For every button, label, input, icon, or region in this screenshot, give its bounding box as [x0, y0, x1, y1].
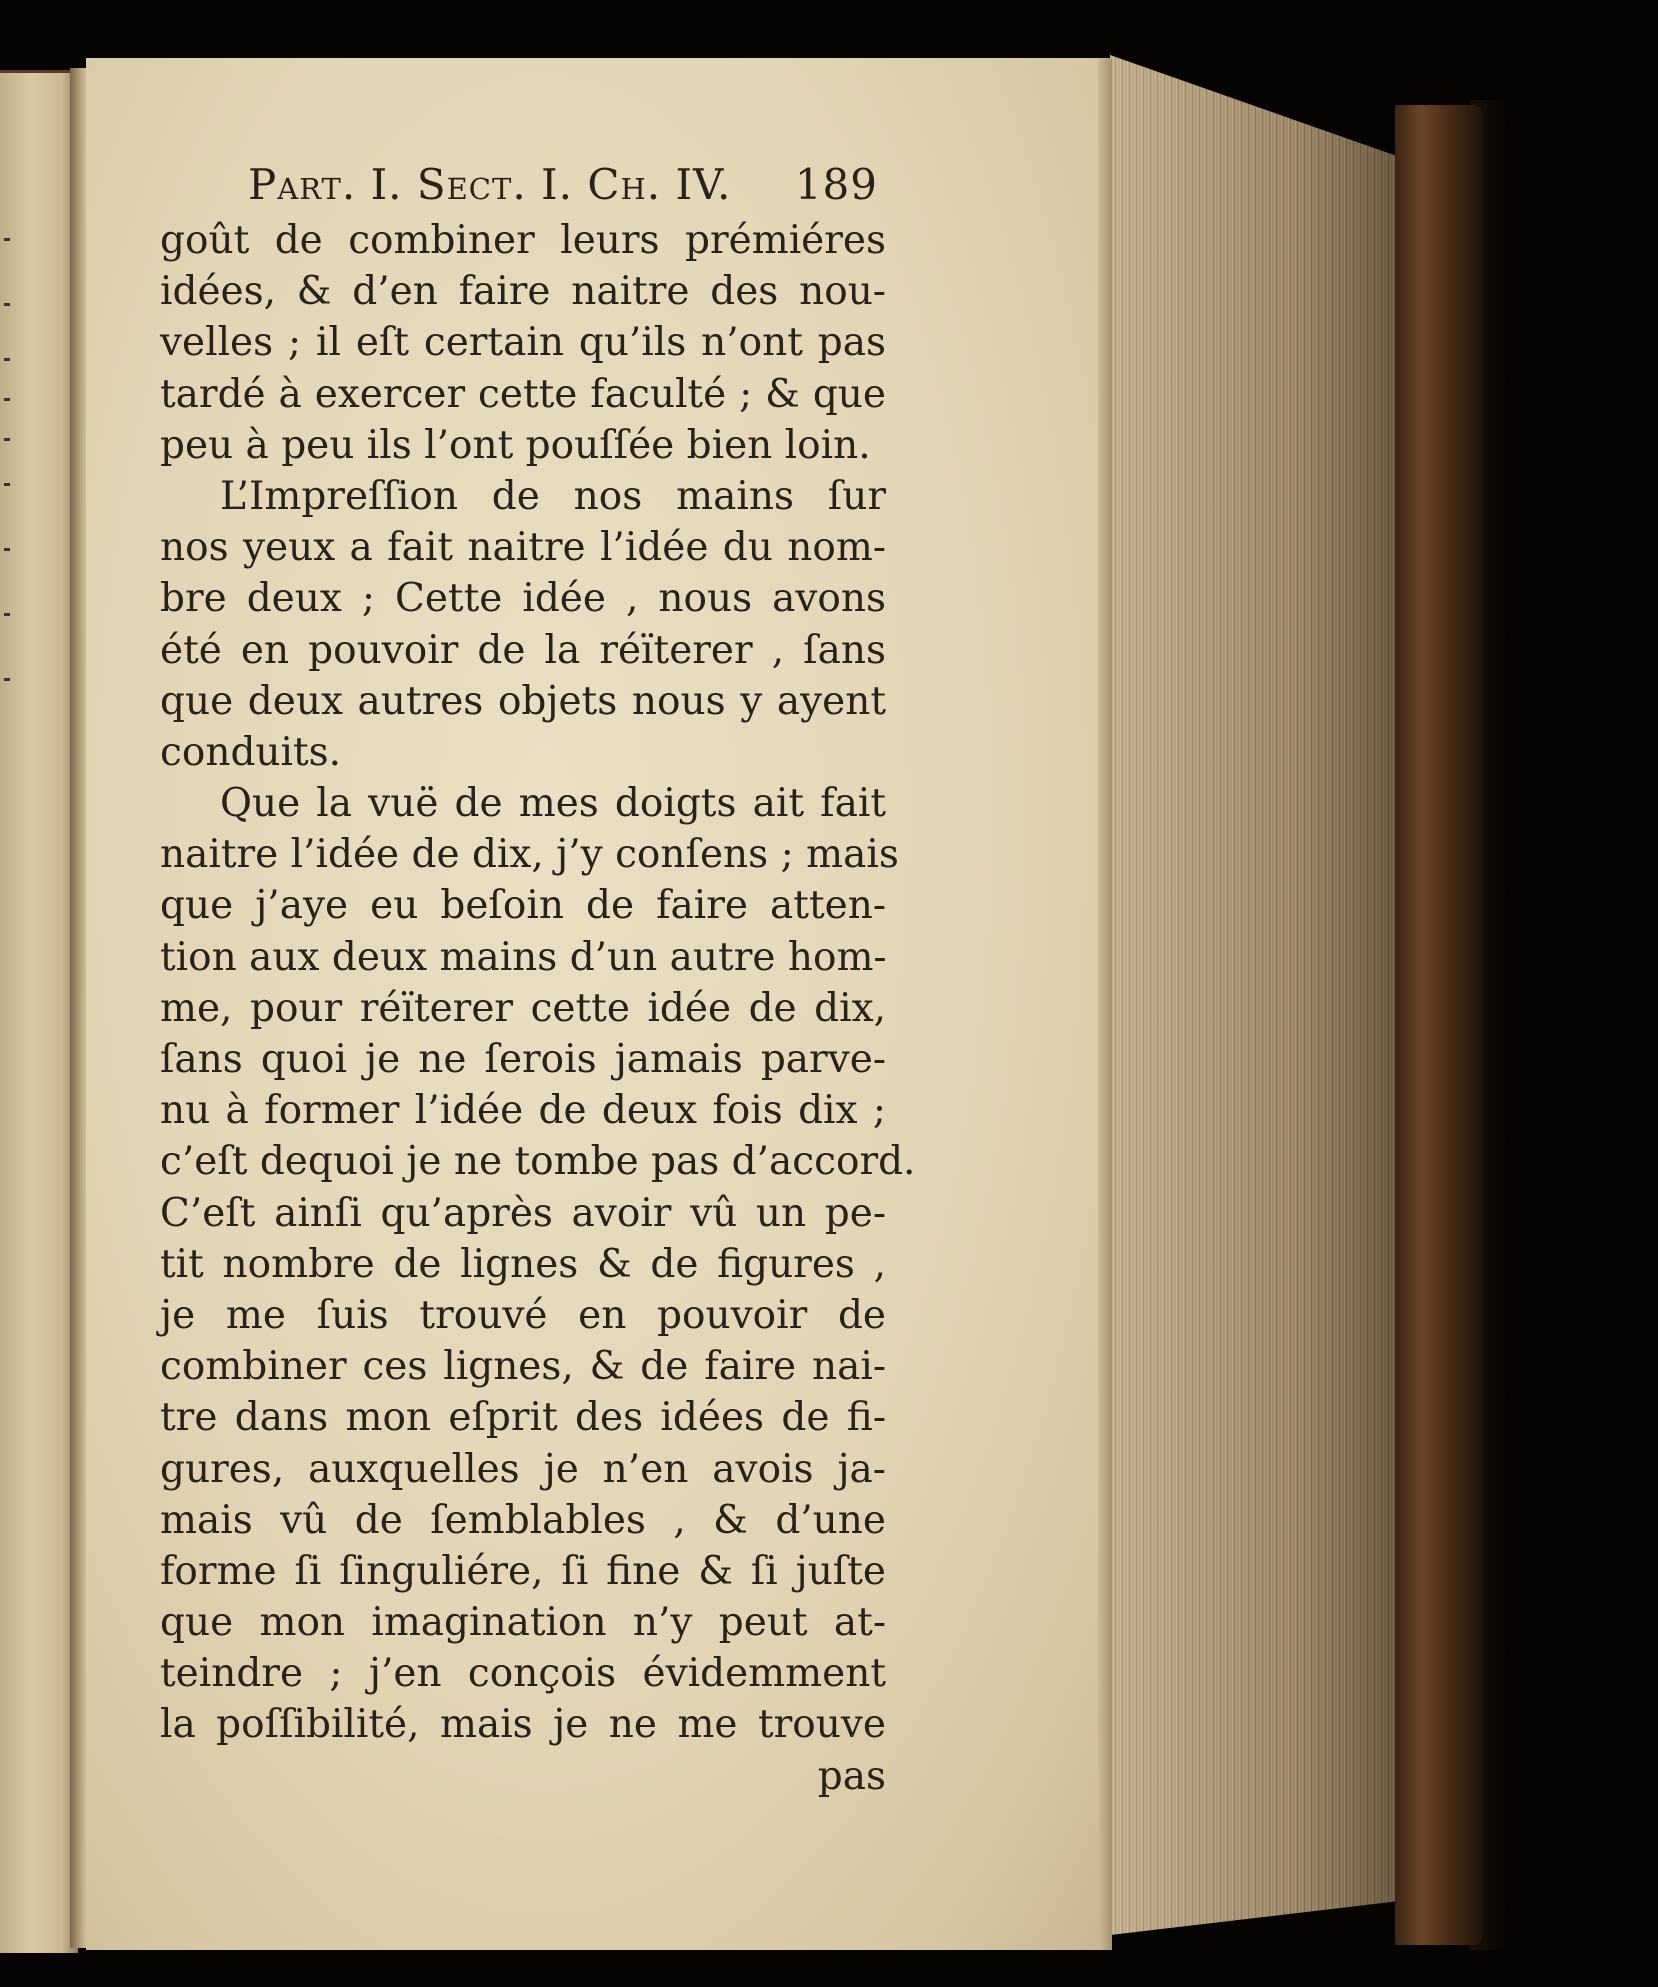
text-line: que mon imagination n’y peut at-: [160, 1600, 886, 1646]
text-line: gures, auxquelles je n’en avois ja-: [160, 1446, 886, 1492]
running-title: Part. I. Sect. I. Ch. IV.: [248, 160, 732, 209]
text-line: velles ; il eſt certain qu’ils n’ont pas: [160, 320, 886, 366]
text-line: goût de combiner leurs prémiéres: [160, 218, 886, 263]
text-line: idées, & d’en faire naitre des nou-: [160, 269, 886, 315]
text-line: nu à former l’idée de deux fois dix ;: [160, 1088, 886, 1134]
text-line: tion aux deux mains d’un autre hom-: [160, 934, 887, 980]
text-line: forme ſi ſinguliére, ſi fine & ſi juſte: [160, 1548, 886, 1594]
text-line: conduits.: [160, 729, 342, 775]
text-line: L’Impreſſion de nos mains ſur: [220, 473, 886, 519]
text-line: bre deux ; Cette idée , nous avons: [160, 576, 886, 622]
text-line: tardé à exercer cette faculté ; & que: [160, 371, 886, 417]
page-text: [160, 215, 916, 1802]
text-line: combiner ces lignes, & de faire nai-: [160, 1344, 886, 1390]
text-line: tre dans mon eſprit des idées de fi-: [160, 1395, 886, 1441]
text-line: Que la vuë de mes doigts ait fait: [220, 781, 886, 827]
text-line: teindre ; j’en conçois évidemment: [160, 1651, 886, 1697]
text-line: c’eſt dequoi je ne tombe pas d’accord.: [160, 1139, 916, 1185]
text-line: nos yeux a fait naitre l’idée du nom-: [160, 525, 886, 571]
text-line: je me ſuis trouvé en pouvoir de: [160, 1292, 886, 1338]
text-line: que j’aye eu beſoin de faire atten-: [160, 883, 886, 929]
catchword: pas: [817, 1753, 886, 1799]
facing-page-edge: [0, 70, 78, 1953]
text-line: que deux autres objets nous y ayent: [160, 678, 886, 724]
running-header: [248, 160, 878, 220]
text-line: tit nombre de lignes & de figures ,: [160, 1241, 886, 1287]
text-line: naitre l’idée de dix, j’y conſens ; mais: [160, 832, 899, 878]
text-line: la poſſibilité, mais je ne me trouve: [160, 1702, 886, 1748]
text-line: C’eſt ainſi qu’après avoir vû un pe-: [160, 1190, 886, 1236]
text-line: peu à peu ils l’ont pouſſée bien loin.: [160, 422, 871, 468]
text-line: été en pouvoir de la réïterer , ſans: [160, 627, 886, 673]
text-line: mais vû de ſemblables , & d’une: [160, 1497, 886, 1543]
text-line: me, pour réïterer cette idée de dix,: [160, 985, 886, 1031]
leather-cover: [1395, 105, 1483, 1945]
page-number: 189: [794, 160, 878, 209]
text-line: ſans quoi je ne ſerois jamais parve-: [160, 1037, 886, 1082]
